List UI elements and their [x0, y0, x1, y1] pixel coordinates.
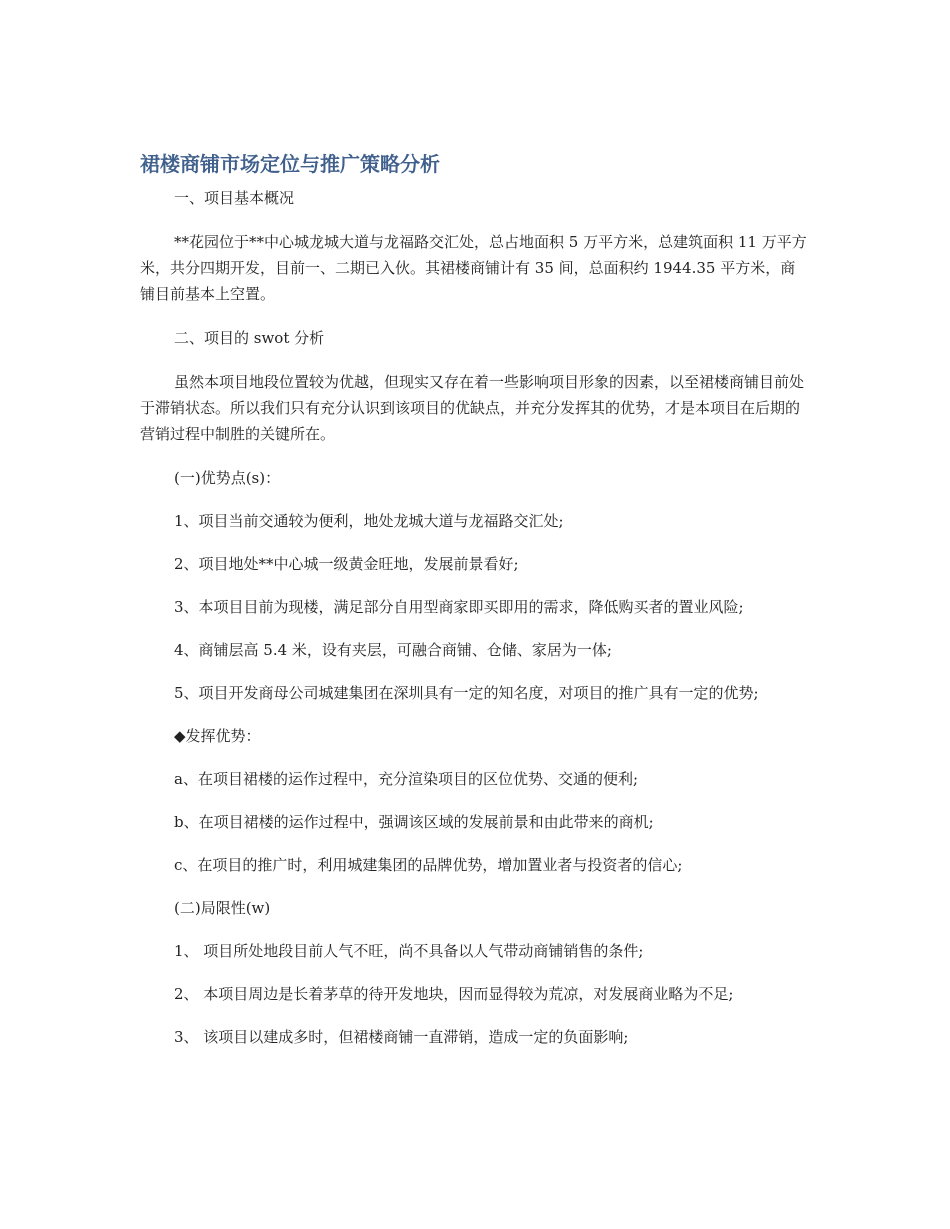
leverage-item: c、在项目的推广时，利用城建集团的品牌优势，增加置业者与投资者的信心;	[174, 856, 683, 874]
overview-paragraph: **花园位于**中心城龙城大道与龙福路交汇处，总占地面积 5 万平方米，总建筑面积 11 万平方米，共分四期开发，目前一、二期已入伙。其裙楼商铺计有 35 间，总面积约 1944.35 平方米，商铺目前基本上空置。	[140, 233, 807, 303]
section-heading-overview: 一、项目基本概况	[174, 189, 295, 207]
weakness-item: 1、 项目所处地段目前人气不旺，尚不具备以人气带动商铺销售的条件;	[174, 942, 644, 960]
strengths-heading: (一)优势点(s)：	[174, 469, 281, 487]
leverage-item: a、在项目裙楼的运作过程中，充分渲染项目的区位优势、交通的便利;	[174, 770, 638, 788]
document-body	[140, 185, 810, 1067]
strength-item: 2、项目地处**中心城一级黄金旺地，发展前景看好;	[174, 555, 519, 573]
weaknesses-heading: (二)局限性(w)	[174, 899, 271, 917]
leverage-item: b、在项目裙楼的运作过程中，强调该区域的发展前景和由此带来的商机;	[174, 813, 654, 831]
section-heading-swot: 二、项目的 swot 分析	[174, 329, 325, 347]
strength-item: 4、商铺层高 5.4 米，设有夹层，可融合商铺、仓储、家居为一体;	[174, 641, 612, 659]
swot-intro-paragraph: 虽然本项目地段位置较为优越，但现实又存在着一些影响项目形象的因素，以至裙楼商铺目前处于滞销状态。所以我们只有充分认识到该项目的优缺点，并充分发挥其的优势，才是本项目在后期的营销过程中制胜的关键所在。	[140, 373, 805, 443]
weakness-item: 2、 本项目周边是长着茅草的待开发地块，因而显得较为荒凉，对发展商业略为不足;	[174, 985, 734, 1003]
leverage-strengths-heading: ◆发挥优势：	[174, 727, 261, 745]
document-title: 裙楼商铺市场定位与推广策略分析	[140, 152, 440, 176]
strength-item: 1、项目当前交通较为便利，地处龙城大道与龙福路交汇处;	[174, 512, 564, 530]
strength-item: 3、本项目目前为现楼，满足部分自用型商家即买即用的需求，降低购买者的置业风险;	[174, 598, 744, 616]
weakness-item: 3、 该项目以建成多时，但裙楼商铺一直滞销，造成一定的负面影响;	[174, 1028, 629, 1046]
strength-item: 5、项目开发商母公司城建集团在深圳具有一定的知名度，对项目的推广具有一定的优势;	[174, 684, 759, 702]
